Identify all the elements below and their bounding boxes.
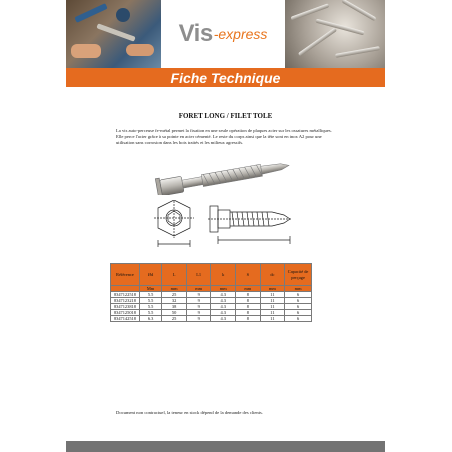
cell-dc: 11 — [260, 316, 285, 322]
cell-drilling-capacity: 6 — [285, 292, 312, 298]
cell-dc: 11 — [260, 304, 285, 310]
cell-length: 38 — [162, 304, 187, 310]
header-banner — [66, 0, 385, 68]
section-band — [66, 68, 385, 87]
cell-s: 8 — [236, 292, 261, 298]
header-length: L — [162, 264, 187, 286]
unit-drilling-capacity: mm — [285, 286, 312, 292]
unit-s: mm — [236, 286, 261, 292]
header-k: k — [211, 264, 236, 286]
cell-s: 8 — [236, 298, 261, 304]
cell-diameter: 5.5 — [139, 310, 161, 316]
cell-dc: 11 — [260, 310, 285, 316]
cell-length: 25 — [162, 316, 187, 322]
cell-length-l1: 9 — [186, 298, 211, 304]
cell-s: 8 — [236, 304, 261, 310]
header-diameter: Ød — [139, 264, 161, 286]
cell-k: 4.3 — [211, 304, 236, 310]
unit-k: mm — [211, 286, 236, 292]
cell-k: 4.3 — [211, 292, 236, 298]
table-row — [111, 316, 312, 322]
cell-s: 8 — [236, 310, 261, 316]
cell-dc: 11 — [260, 292, 285, 298]
cell-length-l1: 9 — [186, 304, 211, 310]
cell-length: 25 — [162, 292, 187, 298]
unit-dc: mm — [260, 286, 285, 292]
header-reference: Référence — [111, 264, 140, 286]
cell-diameter: 5.5 — [139, 304, 161, 310]
header-length-l1: L1 — [186, 264, 211, 286]
header-dc: dc — [260, 264, 285, 286]
cell-reference: 8347142518 — [111, 316, 140, 322]
cell-s: 8 — [236, 316, 261, 322]
unit-length: mm — [162, 286, 187, 292]
header-s: S — [236, 264, 261, 286]
product-description: La vis auto-perceuse fe-métal permet la fixation en une seule opération de plaques acier sur les ossatures métalliques. Elle perce l'acier grâce à sa pointe en acier cémenté. Le reste du corps ainsi que la tête sont en inox A2 pour une utilisation sans corrosion dans les bois traités et les milieux agressifs. — [116, 128, 332, 145]
cell-reference: 8347123818 — [111, 304, 140, 310]
cell-k: 4.3 — [211, 316, 236, 322]
screws-photo — [285, 0, 385, 68]
cell-dc: 11 — [260, 298, 285, 304]
cell-length: 50 — [162, 310, 187, 316]
footer-bar — [66, 441, 385, 452]
cell-diameter: 5.5 — [139, 292, 161, 298]
cell-diameter: 5.5 — [139, 298, 161, 304]
cell-drilling-capacity: 6 — [285, 298, 312, 304]
screw-photo — [152, 155, 294, 195]
cell-k: 4.3 — [211, 298, 236, 304]
cell-drilling-capacity: 6 — [285, 310, 312, 316]
cell-drilling-capacity: 6 — [285, 304, 312, 310]
cell-reference: 8347122518 — [111, 292, 140, 298]
technical-drawing — [152, 200, 294, 250]
logo-sub-text: -express — [213, 26, 268, 42]
logo-main-text: Vis — [178, 20, 213, 47]
cell-length: 32 — [162, 298, 187, 304]
disclaimer-footnote: Document non contractuel, la teneur en stock dépend de la demande des clients. — [116, 410, 263, 415]
specifications-table — [110, 263, 312, 322]
unit-length-l1: mm — [186, 286, 211, 292]
header-drilling-capacity: Capacité de perçage — [285, 264, 312, 286]
cell-reference: 8347125018 — [111, 310, 140, 316]
cell-k: 4.3 — [211, 310, 236, 316]
cell-length-l1: 9 — [186, 316, 211, 322]
unit-diameter: Mm — [139, 286, 161, 292]
cell-drilling-capacity: 6 — [285, 316, 312, 322]
cell-length-l1: 9 — [186, 292, 211, 298]
cell-length-l1: 9 — [186, 310, 211, 316]
tools-photo — [66, 0, 161, 68]
cell-reference: 8347123218 — [111, 298, 140, 304]
cell-diameter: 6.3 — [139, 316, 161, 322]
document-title: FORET LONG / FILET TOLE — [178, 112, 273, 120]
brand-logo — [161, 0, 285, 68]
band-title: Fiche Technique — [170, 69, 281, 86]
